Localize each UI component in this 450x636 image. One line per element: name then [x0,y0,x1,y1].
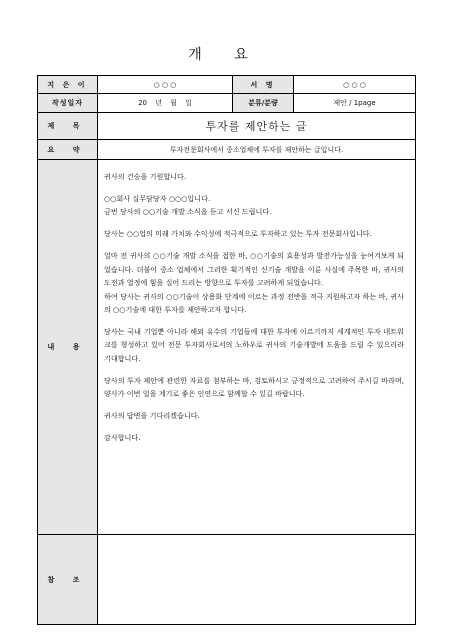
content-paragraph: 감사합니다. [104,433,141,443]
reference-label: 참 조 [38,535,98,624]
category-value: 제안 / 1page [294,94,415,113]
signature-label: 서 명 [233,76,294,94]
content-paragraph: 당사는 ○○업의 미래 가치와 수익성에 적극적으로 투자하고 있는 투자 전문회사입니다. [104,229,372,239]
author-value: ○ ○ ○ [98,76,233,94]
subject-label: 제 목 [38,113,98,140]
content-body [104,170,404,453]
content-paragraph: 귀사의 건승을 기원합니다. [104,172,187,181]
date-value: 20 년 월 일 [98,94,233,113]
content-paragraph: ○○회사 실무담당자 ○○○입니다. 금번 당사의 ○○기술 개발 소식을 듣고 서신 드립니다. [104,194,272,217]
summary-value: 투자전문회사에서 중소업체에 투자를 제안하는 글입니다. [98,140,415,160]
content-paragraph: 귀사의 답변을 기다리겠습니다. [104,411,200,421]
date-label: 작성일자 [38,94,98,113]
subject-value: 투자를 제안하는 글 [98,113,415,140]
content-paragraph: 당사의 투자 제안에 관련한 자료를 첨부하는 바, 검토하시고 긍정적으로 고려하여 주시길 바라며, 양사가 이번 일을 계기로 좋은 인연으로 함께할 수 있길 바랍니다. [104,375,404,399]
content-paragraph: 당사는 국내 기업뿐 아니라 해외 유수의 기업들에 대한 투자에 이르기까지 세계적인 투자 네트워크를 형성하고 있어 전문 투자회사로서의 노하우로 귀사의 기술개발에 도움을 드릴 수 있으리라 기대합니다. [104,327,404,363]
signature-value: ○ ○ ○ [294,76,415,94]
author-label: 지 은 이 [38,76,98,94]
summary-label: 요 약 [38,140,98,160]
reference-value [98,535,415,624]
document-title: 개 요 [188,47,262,63]
category-label: 분류/분량 [233,94,294,113]
content-paragraph: 얼마 전 귀사의 ○○기술 개발 소식을 접한 바, ○○기술의 효용성과 발전가능성을 눈여겨보게 되었습니다. 더불어 중소 업체에서 그러한 획기적인 신기술 개발을 이룬 사실에 주목한 바, 귀사의 도전과 열정에 힘을 실어 드리는 방향으로 투자를 고려하게 되었습니다. 하여 당사는 귀사의 ○○기술이 상용화 단계에 이르는 과정 전반을 적극 지원하고자 하는 바, 귀사의 ○○기술에 대한 투자를 제안하고자 합니다. [104,251,404,315]
content-label: 내 용 [38,160,98,535]
